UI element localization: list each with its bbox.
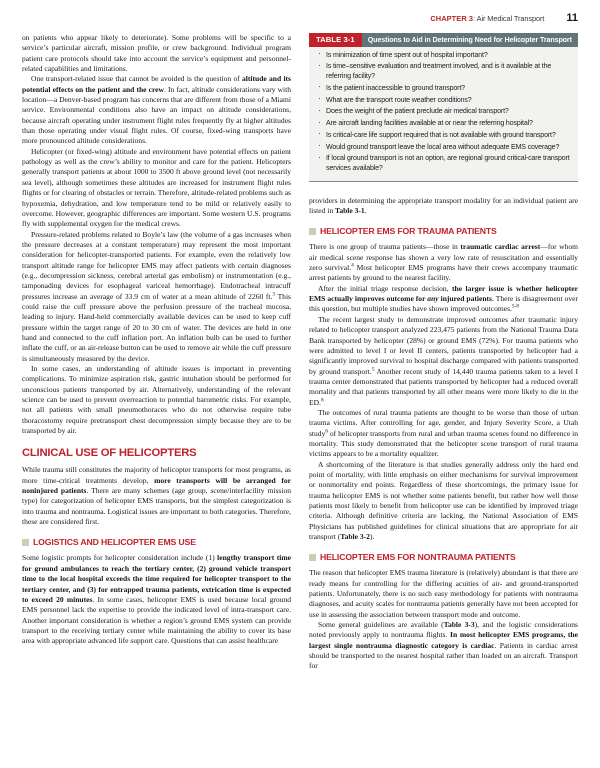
table-item: · Would ground transport leave the local area without adequate EMS coverage? <box>317 142 570 154</box>
paragraph: Pressure-related problems related to Boyle’s law (the volume of a gas increases when the pressure decreases at a constant temperature) may represent the most important consideration for helicopter-transported patients. For example, even the relatively low transport altitude range for helicopter EMS may affect patients with certain diagnoses (e.g., decompression sickness, cerebral arterial gas embolism) or instrumentation (e.g., tamponading devices for esophageal variceal hemorrhage). Endotracheal intracuff pressures increase an average of 33.9 cm of water at a mean altitude of 2260 ft.$^3$ This could raise the cuff pressure above the perfusion pressure of the tracheal mucosa, leading to injury. Hand-held commercially available devices can be used to keep cuff pressure within the target range of 20 to 30 cm of water. The devices are held in one hand and connected to the cuff inflation port. An inflation bulb can be used to further inflate the cuff, or an air-release button can be used to remove air while the cuff pressure is simultaneously measured by the device. <box>22 229 291 363</box>
sub-heading-logistics-label: LOGISTICS AND HELICOPTER EMS USE <box>33 537 196 548</box>
paragraph: One transport-related issue that cannot be avoided is the question of altitude and its potential effects on the patient and the crew. In fact, altitude considerations vary with location—a Denver-based program has concerns that are different from those of a Miami service. Environmental conditions also have an impact on altitude considerations, because aircraft operating under instrument flight rules frequently fly at higher altitudes than those operating under visual flight rules. Of course, fixed-wing transports have more pronounced altitude considerations. <box>22 74 291 146</box>
paragraph: Helicopter (or fixed-wing) altitude and environment have potential effects on patient pathology as well as the crew’s ability to monitor and care for the patient. Helicopters generally transport patients at about 1000 to 3500 ft above ground level (not necessarily sea level), although sometimes these altitudes are increased for instrument flight rules flights or for clearing of obstacles or terrain. Therefore, altitude-related problems such as hypoxemia, dehydration, and low temperature tend to be mild or relatively easily to overcome. However, geographic differences are important. Some western U.S. programs fly with supplemental oxygen for the medical crews. <box>22 146 291 229</box>
table-item: · Are aircraft landing facilities available at or near the referring hospital? <box>317 118 570 130</box>
paragraph: In some cases, an understanding of altitude issues is important in preventing complications. To minimize aspiration risk, gastric intubation should be performed for unconscious patients transported by air. Alternatively, understanding of the relevant science can be used to prevent overreaction to potential barometric risks. For example, not all patients with small pneumothoraces who do not otherwise require tube thoracostomy require pretransport chest decompression simply because they are to be transported by air. <box>22 364 291 436</box>
paragraph: The reason that helicopter EMS trauma literature is (relatively) abundant is that there are ready means for controlling for the differing acuities of air- and ground-transported patients. Unfortunately, there is no such easy methodology for patients with nontrauma diagnoses, and acuity scales for nontrauma patients generally have not been accepted for use in assessing the association between transport mode and outcome. <box>309 568 578 619</box>
table-item: · What are the transport route weather conditions? <box>317 94 570 106</box>
sub-heading-nontrauma-label: HELICOPTER EMS FOR NONTRAUMA PATIENTS <box>320 552 516 563</box>
square-bullet-icon <box>22 539 29 546</box>
right-column-nontrauma <box>309 568 578 671</box>
paragraph: The outcomes of rural trauma patients are thought to be worse than those of urban trauma victims. After controlling for age, gender, and Injury Severity Score, a Utah study$^6$ of helicopter transports from rural and urban trauma scenes found no difference in mortality. This study demonstrated that the helicopter scene transport of rural trauma victims appears to be a mortality equalizer. <box>309 407 578 459</box>
right-column-trauma <box>309 242 578 542</box>
paragraph: The recent largest study to demonstrate improved outcomes after traumatic injury related to helicopter transport analyzed 223,475 patients from the National Trauma Data Bank transported by helicopter (28%) or ground EMS (72%). For trauma patients who were admitted to level I or level II centers, patients transported by helicopter had a significantly improved survival to hospital discharge compared with patients transported by ground transport.$^5$ Another recent study of 14,440 trauma patients taken to a level I trauma center demonstrated that patients transported by helicopter had a reduced overall mortality and that patients transported by all other means were more likely to die in the ED.$^8$ <box>309 314 578 407</box>
running-head-title <box>430 14 544 23</box>
table-item: · If local ground transport is not an option, are regional ground critical-care transport services available? <box>317 153 570 174</box>
table-item: · Is critical-care life support required that is not available with ground transport? <box>317 130 570 142</box>
paragraph: While trauma still constitutes the majority of helicopter transports for most programs, as more time-critical treatments develop, more transports will be arranged for noninjured patients. There are many schemes (age group, scene/interfacility mission type) for categorization of helicopter EMS transports, but the simplest categorization is into trauma and nontrauma. Logistical issues are important to both categories. Therefore, these are considered first. <box>22 465 291 527</box>
paragraph: Some logistic prompts for helicopter consideration include (1) lengthy transport time for ground ambulances to reach the tertiary center, (2) ground vehicle transport time to the local hospital exceeds the time required for helicopter transport to the tertiary center, and (3) for entrapped trauma patients, extrication time is expected to exceed 20 minutes. In some cases, helicopter EMS is used because local ground EMS personnel lack the expertise to provide the indicated level of intra-transport care. Another important consideration is whether a region’s ground EMS system can provide transport to the receiving tertiary center while maintaining the ability to cover its base area with appropriate advanced life support care. Questions that can assist healthcare <box>22 553 291 646</box>
table-number-badge: TABLE 3-1 <box>309 33 362 47</box>
paragraph: A shortcoming of the literature is that studies generally address only the hard end point of mortality, with little emphasis on either mechanisms for survival improvement or nonmortality end points. Regardless of these shortcomings, the primary issue for trauma helicopter EMS is not whether some patients benefit, but rather how well those patients most likely to benefit from helicopter use can be identified by improved triage criteria. Although definitive criteria are lacking, the National Association of EMS Physicians has published guidelines for clinical situations that are appropriate for air transport (Table 3-2). <box>309 459 578 542</box>
running-head-separator: : <box>473 14 477 23</box>
paragraph: After the initial triage response decision, the larger issue is whether helicopter EMS actually improves outcome for any injured patients. There is disagreement over this question, but multiple studies have shown improved outcomes.$^{5-8}$ <box>309 283 578 314</box>
table-header <box>309 33 578 47</box>
square-bullet-icon <box>309 554 316 561</box>
paragraph: There is one group of trauma patients—those in traumatic cardiac arrest—for whom air medical scene response has shown a very low rate of resuscitation and essentially zero survival.$^4$ Most helicopter EMS programs have their crews accompany traumatic arrest patients by ground to the nearest facility. <box>309 242 578 283</box>
table-item: · Is minimization of time spent out of hospital important? <box>317 50 570 62</box>
left-column <box>22 33 291 755</box>
page-number: 11 <box>566 12 578 24</box>
right-column <box>309 33 578 755</box>
running-head <box>430 12 578 24</box>
section-heading-clinical-use: CLINICAL USE OF HELICOPTERS <box>22 447 197 460</box>
paragraph: providers in determining the appropriate transport modality for an individual patient are listed in Table 3-1. <box>309 195 578 216</box>
left-column-after-heading <box>22 465 291 527</box>
table-item-list <box>309 47 578 181</box>
sub-heading-logistics <box>22 537 291 548</box>
table-item: · Is the patient inaccessible to ground transport? <box>317 83 570 95</box>
paragraph: Some general guidelines are available (Table 3-3), and the logistic considerations noted previously apply to nontrauma flights. In most helicopter EMS programs, the largest single nontrauma diagnostic category is cardiac. Patients in cardiac arrest should be transported to the nearest hospital rather than loaded on an aircraft. Transport for <box>309 620 578 671</box>
table-3-1 <box>309 33 578 182</box>
sub-heading-trauma-label: HELICOPTER EMS FOR TRAUMA PATIENTS <box>320 226 497 237</box>
right-column-intro <box>309 196 578 217</box>
square-bullet-icon <box>309 228 316 235</box>
running-head-chapter-title: Air Medical Transport <box>476 14 545 23</box>
table-title: Questions to Aid in Determining Need for Helicopter Transport <box>367 35 572 44</box>
sub-heading-nontrauma <box>309 552 578 563</box>
table-item: · Does the weight of the patient preclude air medical transport? <box>317 106 570 118</box>
running-head-chapter-label: CHAPTER 3 <box>430 14 474 23</box>
table-item: · Is time–sensitive evaluation and treatment involved, and is it available at the referring facility? <box>317 61 570 82</box>
page-body <box>22 33 578 755</box>
left-column-paragraphs <box>22 33 291 436</box>
left-column-after-sub <box>22 553 291 646</box>
paragraph: on patients who appear likely to deteriorate). Some problems will be specific to a service’s particular aircraft, mission profile, or crew background. Individual program patient care protocols should take into account the service’s equipment and personnel-related capabilities and limitations. <box>22 33 291 74</box>
sub-heading-trauma <box>309 226 578 237</box>
